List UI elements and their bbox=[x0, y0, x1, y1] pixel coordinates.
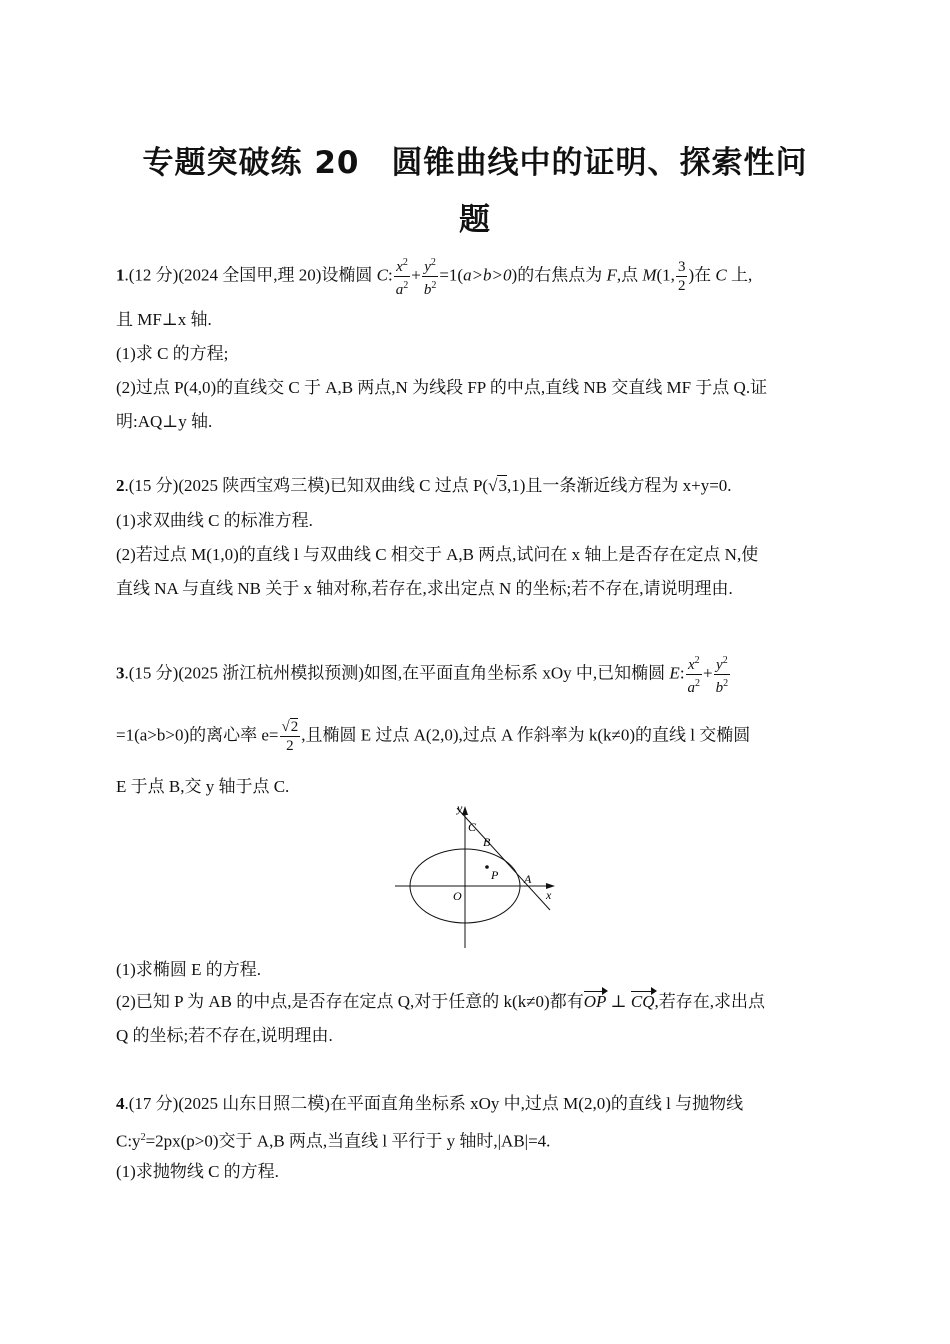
q2-number: 2 bbox=[116, 476, 125, 495]
q1-part1: (1)求 C 的方程; bbox=[116, 344, 229, 363]
page-title-line1: 专题突破练 20 圆锥曲线中的证明、探索性问 bbox=[142, 145, 808, 181]
label-b: B bbox=[483, 835, 491, 849]
q3-eccentricity-fraction: $\frac{√2}{2}$ bbox=[281, 719, 299, 754]
label-y: y bbox=[457, 801, 463, 815]
q3-part2-line2: Q 的坐标;若不存在,说明理由. bbox=[116, 1026, 333, 1045]
label-a: A bbox=[524, 872, 532, 886]
label-p: P bbox=[491, 868, 499, 882]
label-c: C bbox=[468, 820, 477, 834]
q3-stem-line2: =1(a>b>0)的离心率 e= $\frac{√2}{2}$ ,且椭圆 E 过点 A(2,0),过点 A 作斜率为 k(k≠0)的直线 l 交椭圆 bbox=[116, 719, 751, 754]
q3-part1: (1)求椭圆 E 的方程. bbox=[116, 960, 261, 979]
q3-stem-line3: E 于点 B,交 y 轴于点 C. bbox=[116, 777, 290, 796]
q3-stem-line1: 3.(15 分)(2025 浙江杭州模拟预测)如图,在平面直角坐标系 xOy 中,已知椭圆 E: $\frac{x^2}{a^2}$ + $\frac{y^2}{b^2}$ bbox=[116, 652, 731, 697]
q1-number: 1 bbox=[116, 265, 125, 285]
q1-fraction-three-halves: $\frac{3}{2}$ bbox=[677, 259, 686, 294]
page-title-line2: 题 bbox=[459, 202, 491, 238]
point-p bbox=[485, 865, 489, 869]
label-x: x bbox=[546, 888, 552, 902]
q3-number: 3 bbox=[116, 663, 125, 683]
vector-op: OP bbox=[584, 990, 607, 1014]
q1-fraction-x: $\frac{x^2}{a^2}$ bbox=[394, 254, 411, 299]
q2-part2-line2: 直线 NA 与直线 NB 关于 x 轴对称,若存在,求出定点 N 的坐标;若不存在,请说明理由. bbox=[116, 579, 733, 598]
q4-stem-line1: 4.(17 分)(2025 山东日照二模)在平面直角坐标系 xOy 中,过点 M(2,0)的直线 l 与抛物线 bbox=[116, 1094, 744, 1113]
y-axis-arrow bbox=[462, 806, 468, 815]
q1-stem-line1: 1.(12 分)(2024 全国甲,理 20)设椭圆 C: $\frac{x^2}{a^2}$ + $\frac{y^2}{b^2}$ =1(a>b>0)的右焦点为 F,点 M(1, $\frac{3}{2}$ )在 C 上, bbox=[116, 254, 752, 299]
q3-ellipse-figure bbox=[395, 798, 565, 950]
q4-part1: (1)求抛物线 C 的方程. bbox=[116, 1162, 279, 1181]
q1-fraction-y: $\frac{y^2}{b^2}$ bbox=[422, 254, 439, 299]
label-o: O bbox=[453, 889, 462, 903]
q2-stem: 2.(15 分)(2025 陕西宝鸡三模)已知双曲线 C 过点 P(√3,1)且一条渐近线方程为 x+y=0. bbox=[116, 476, 732, 495]
vector-cq: CQ bbox=[631, 990, 655, 1014]
q3-part2-line1: (2)已知 P 为 AB 的中点,是否存在定点 Q,对于任意的 k(k≠0)都有OP ⊥ CQ,若存在,求出点 bbox=[116, 990, 765, 1014]
q3-fraction-x: $\frac{x^2}{a^2}$ bbox=[686, 652, 703, 697]
q2-part2-line1: (2)若过点 M(1,0)的直线 l 与双曲线 C 相交于 A,B 两点,试问在 x 轴上是否存在定点 N,使 bbox=[116, 545, 759, 564]
q4-number: 4 bbox=[116, 1094, 125, 1113]
q3-fraction-y: $\frac{y^2}{b^2}$ bbox=[714, 652, 731, 697]
q1-part2-line1: (2)过点 P(4,0)的直线交 C 于 A,B 两点,N 为线段 FP 的中点,直线 NB 交直线 MF 于点 Q.证 bbox=[116, 378, 768, 397]
q2-part1: (1)求双曲线 C 的标准方程. bbox=[116, 511, 313, 530]
q1-stem-line2: 且 MF⊥x 轴. bbox=[116, 310, 212, 329]
q1-part2-line2: 明:AQ⊥y 轴. bbox=[116, 412, 213, 431]
q4-stem-line2: $C:y^2=2px(p>0)$交于 A,B 两点,当直线 l 平行于 y 轴时,|AB|=4. bbox=[116, 1131, 551, 1151]
